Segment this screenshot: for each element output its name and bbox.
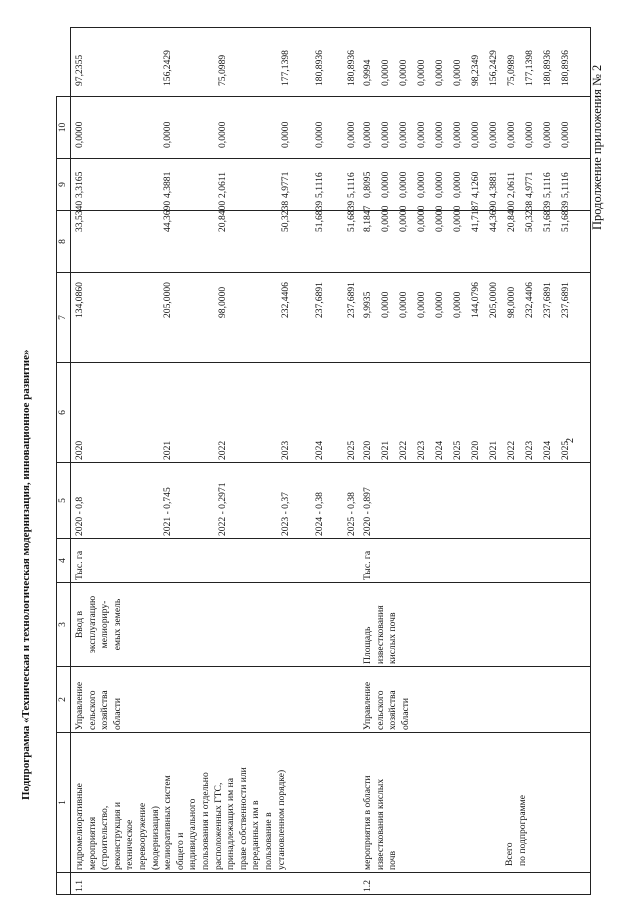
c9-value: 0,0000 [470, 121, 481, 148]
program-table [56, 27, 591, 895]
column-number-cell: 5 [57, 463, 71, 539]
executor-line: Управление [362, 681, 373, 730]
activity-column [71, 733, 591, 873]
c9-value: 0,0000 [280, 121, 291, 148]
executor-text [74, 669, 124, 730]
c10-value: 156,2429 [488, 50, 499, 86]
unit-text: Тыс. га [74, 550, 85, 580]
c10-value: 75,0989 [506, 54, 517, 86]
c8-value: 0,0000 [434, 171, 445, 198]
c9-value: 0,0000 [74, 121, 85, 148]
year-value: 2020 [74, 440, 85, 460]
c7-value: 44,3690 [162, 200, 173, 232]
c6-value: 0,0000 [380, 291, 391, 318]
year-value: 2025 [560, 440, 571, 460]
col10-column [71, 28, 591, 97]
row-number: 1.1 [74, 880, 85, 892]
year-value: 2024 [314, 440, 325, 460]
c6-value: 205,0000 [488, 282, 499, 318]
executor-line: области [399, 697, 411, 730]
col7-column [71, 200, 591, 273]
c6-value: 232,4406 [524, 282, 535, 318]
column-number-cell: 10 [57, 97, 71, 159]
c10-value: 180,8936 [346, 50, 357, 86]
year-value: 2025 [346, 440, 357, 460]
year-value: 2023 [416, 440, 427, 460]
activity-line: праве собственности или [237, 767, 249, 870]
c10-value: 0,9994 [362, 59, 373, 86]
indicator-line: кислых почв [387, 612, 399, 664]
activity-text [362, 735, 400, 870]
target-value: 2025 - 0,38 [346, 492, 357, 536]
c7-value: 51,6839 [560, 200, 571, 232]
c8-value: 2,0611 [217, 171, 228, 198]
executor-line: сельского [86, 690, 98, 730]
c7-value: 20,8400 [506, 200, 517, 232]
c8-value: 4,9771 [280, 171, 291, 198]
executor-line: области [111, 697, 123, 730]
c7-value: 33,5340 [74, 200, 85, 232]
executor-line: хозяйства [99, 690, 111, 730]
c10-value: 97,2355 [74, 54, 85, 86]
c9-value: 0,0000 [162, 121, 173, 148]
c6-value: 0,0000 [398, 291, 409, 318]
executor-text [362, 669, 412, 730]
indicator-line: известкования [374, 605, 386, 664]
activity-line: почв [387, 850, 399, 870]
indicator-line: эксплуатацию [86, 595, 98, 654]
c6-value: 0,0000 [434, 291, 445, 318]
year-value: 2024 [542, 440, 553, 460]
column-number-cell: 7 [57, 273, 71, 363]
c7-value: 20,8400 [217, 200, 228, 232]
col6-column [71, 273, 591, 363]
c6-value: 9,9935 [362, 291, 373, 318]
c10-value: 0,0000 [434, 59, 445, 86]
c9-value: 0,0000 [542, 121, 553, 148]
c7-value: 51,6839 [314, 200, 325, 232]
c6-value: 144,0796 [470, 282, 481, 318]
indicator-line: емых земель [111, 598, 123, 651]
c6-value: 237,6891 [560, 282, 571, 318]
c6-value: 232,4406 [280, 282, 291, 318]
year-value: 2021 [162, 440, 173, 460]
column-number-cell: 2 [57, 667, 71, 733]
column-number-row [57, 28, 71, 895]
indicator-line: Ввод в [74, 610, 85, 639]
year-value: 2024 [434, 440, 445, 460]
c7-value: 0,0000 [452, 205, 463, 232]
target-value: 2022 - 0,2971 [217, 482, 228, 536]
c7-value: 41,7187 [470, 200, 481, 232]
activity-line: техническое [124, 819, 136, 870]
activity-line: переданных им в [250, 800, 262, 870]
column-number-cell: 3 [57, 583, 71, 667]
total-label [504, 731, 529, 870]
col8-column [71, 159, 591, 211]
unit-column [71, 539, 591, 583]
c9-value: 0,0000 [506, 121, 517, 148]
activity-line: (строительство, [99, 805, 111, 870]
c8-value: 0,0000 [380, 171, 391, 198]
executor-column [71, 667, 591, 733]
c9-value: 0,0000 [560, 121, 571, 148]
target-value: 2020 - 0,897 [362, 487, 373, 536]
c10-value: 180,8936 [542, 50, 553, 86]
year-value: 2020 [362, 440, 373, 460]
c7-value: 8,1847 [362, 205, 373, 232]
c7-value: 0,0000 [380, 205, 391, 232]
c9-value: 0,0000 [452, 121, 463, 148]
c10-value: 0,0000 [398, 59, 409, 86]
c10-value: 156,2429 [162, 50, 173, 86]
indicator-column [71, 583, 591, 667]
c9-value: 0,0000 [416, 121, 427, 148]
c8-value: 5,1116 [542, 172, 553, 198]
indicator-text [362, 585, 400, 664]
activity-line: принадлежащих им на [225, 778, 237, 870]
activity-line: мероприятия [86, 816, 98, 870]
activity-text [74, 735, 288, 870]
table-body-row [71, 28, 591, 895]
c8-value: 4,9771 [524, 171, 535, 198]
activity-line: пользования и отдельно [199, 772, 211, 870]
activity-line: индивидуального [187, 798, 199, 870]
indicator-line: мелиориру- [99, 600, 111, 649]
target-value: 2020 - 0,8 [74, 496, 85, 536]
target-column [71, 463, 591, 539]
row-number-column [71, 873, 591, 895]
activity-line: мероприятия в области [362, 775, 373, 870]
c10-value: 75,0989 [217, 54, 228, 86]
column-number-cell [57, 873, 71, 895]
activity-line: известкования кислых [374, 778, 386, 870]
col9-column [71, 97, 591, 159]
c9-value: 0,0000 [346, 121, 357, 148]
c9-value: 0,0000 [380, 121, 391, 148]
c9-value: 0,0000 [398, 121, 409, 148]
c7-value: 50,3238 [524, 200, 535, 232]
target-value: 2024 - 0,38 [314, 492, 325, 536]
c8-value: 0,8095 [362, 171, 373, 198]
c10-value: 0,0000 [380, 59, 391, 86]
year-column [71, 363, 591, 463]
c7-value: 51,6839 [542, 200, 553, 232]
year-value: 2023 [524, 440, 535, 460]
c8-value: 4,3881 [488, 171, 499, 198]
c6-value: 205,0000 [162, 282, 173, 318]
c8-value: 4,3881 [162, 171, 173, 198]
column-number-cell: 6 [57, 363, 71, 463]
c7-value: 0,0000 [398, 205, 409, 232]
c8-value: 4,1260 [470, 171, 481, 198]
activity-line: перевооружение [136, 802, 148, 870]
year-value: 2022 [217, 440, 228, 460]
year-value: 2021 [380, 440, 391, 460]
c8-value: 5,1116 [560, 172, 571, 198]
c9-value: 0,0000 [362, 121, 373, 148]
year-value: 2023 [280, 440, 291, 460]
c6-value: 237,6891 [314, 282, 325, 318]
year-value: 2021 [488, 440, 499, 460]
appendix-continuation-label: Продолжение приложения № 2 [590, 64, 604, 230]
activity-line: мелиоративных систем [162, 775, 174, 870]
activity-line: (модернизация) [149, 806, 161, 870]
row-number: 1.2 [362, 880, 373, 892]
activity-line: гидромелиоративные [74, 783, 85, 870]
executor-line: Управление [74, 681, 85, 730]
column-number-cell: 8 [57, 211, 71, 273]
c9-value: 0,0000 [434, 121, 445, 148]
c8-value: 5,1116 [314, 172, 325, 198]
year-value: 2022 [506, 440, 517, 460]
c10-value: 177,1398 [280, 50, 291, 86]
c8-value: 3,3165 [74, 171, 85, 198]
c7-value: 44,3690 [488, 200, 499, 232]
c6-value: 98,0000 [506, 286, 517, 318]
page-number: 2 [565, 438, 576, 443]
c8-value: 2,0611 [506, 171, 517, 198]
c8-value: 0,0000 [416, 171, 427, 198]
column-number-cell: 4 [57, 539, 71, 583]
c10-value: 180,8936 [560, 50, 571, 86]
c7-value: 0,0000 [434, 205, 445, 232]
indicator-line: Площадь [362, 626, 373, 664]
target-value: 2021 - 0,745 [162, 487, 173, 536]
activity-line: реконструкция и [111, 801, 123, 870]
executor-line: хозяйства [387, 690, 399, 730]
c6-value: 237,6891 [346, 282, 357, 318]
activity-line: общего и [174, 832, 186, 870]
c6-value: 134,0860 [74, 282, 85, 318]
year-value: 2025 [452, 440, 463, 460]
executor-line: сельского [374, 690, 386, 730]
c10-value: 0,0000 [452, 59, 463, 86]
c10-value: 177,1398 [524, 50, 535, 86]
year-value: 2020 [470, 440, 481, 460]
unit-text: Тыс. га [362, 550, 373, 580]
c9-value: 0,0000 [217, 121, 228, 148]
target-value: 2023 - 0,37 [280, 492, 291, 536]
c9-value: 0,0000 [488, 121, 499, 148]
column-number-cell: 9 [57, 159, 71, 211]
c6-value: 0,0000 [416, 291, 427, 318]
c9-value: 0,0000 [524, 121, 535, 148]
c8-value: 0,0000 [398, 171, 409, 198]
c10-value: 0,0000 [416, 59, 427, 86]
total-line: Всего [504, 842, 515, 866]
activity-line: пользование в [262, 812, 274, 870]
c7-value: 51,6839 [346, 200, 357, 232]
c8-value: 0,0000 [452, 171, 463, 198]
indicator-text [74, 585, 124, 664]
c6-value: 98,0000 [217, 286, 228, 318]
c6-value: 237,6891 [542, 282, 553, 318]
c10-value: 98,2349 [470, 54, 481, 86]
column-number-cell: 1 [57, 733, 71, 873]
c10-value: 180,8936 [314, 50, 325, 86]
activity-line: расположенных ГТС, [212, 782, 224, 870]
c9-value: 0,0000 [314, 121, 325, 148]
c8-value: 5,1116 [346, 172, 357, 198]
activity-line: установленном порядке) [275, 769, 287, 870]
c7-value: 0,0000 [416, 205, 427, 232]
subprogram-title: Подпрограмма «Техническая и технологическая модернизация, инновационное развитие» [20, 349, 32, 800]
year-value: 2022 [398, 440, 409, 460]
c6-value: 0,0000 [452, 291, 463, 318]
c7-value: 50,3238 [280, 200, 291, 232]
total-line: по подпрограмме [516, 795, 528, 866]
